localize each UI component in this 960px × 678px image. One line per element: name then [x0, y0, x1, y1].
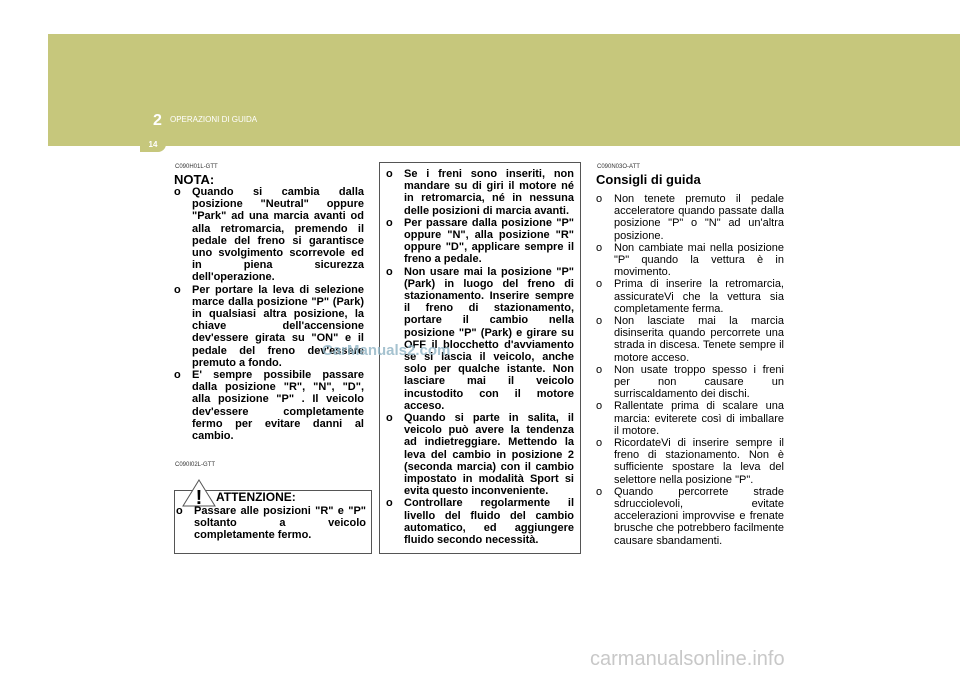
list-item: o Quando si parte in salita, il veicolo può avere la tendenza ad indietreggiare. Mettendo la leva del cambio in posizione 2 (seconda marcia) con il cambio impostato in modalità Sport si evita questo inconveniente.	[386, 412, 574, 498]
list-item: o Per portare la leva di selezione marce dalla posizione "P" (Park) in qualsiasi altra posizione, la chiave dell'accensione dev'essere girata su "ON" e il pedale del freno dev'essere premuto a fondo.	[174, 283, 364, 369]
chapter-number: 2	[153, 112, 162, 129]
watermark: CarManuals2.com	[322, 342, 451, 359]
svg-text:!: !	[195, 487, 203, 509]
warning-list	[176, 505, 366, 542]
chapter-title: OPERAZIONI DI GUIDA	[170, 115, 258, 124]
page-number: 14	[140, 138, 166, 152]
list-item: o Non usare mai la posizione "P" (Park) in luogo del freno di stazionamento. Inserire sempre il freno di stazionamento, portare il cambio nella posizione "P" (Park) e girare su OFF il blocchetto d'avviamento se si lascia il veicolo, anche solo per qualche istante. Non lasciare mai il veicolo incustodito con il motore acceso.	[386, 265, 574, 412]
section-title: Consigli di guida	[596, 172, 701, 187]
list-item: o Passare alle posizioni "R" e "P" soltanto a veicolo completamente fermo.	[176, 505, 366, 542]
list-item: o Non cambiate mai nella posizione "P" quando la vettura è in movimento.	[596, 241, 784, 279]
tips-list	[596, 193, 784, 547]
section-code: C090H01L-GTT	[175, 164, 218, 170]
list-item: o Non usate troppo spesso i freni per non causare un surriscaldamento dei dischi.	[596, 363, 784, 401]
list-item: o RicordateVi di inserire sempre il freno di stazionamento. Non è sufficiente spostare la leva del selettore nella posizione "P".	[596, 437, 784, 486]
list-item: o Quando percorrete strade sdrucciolevoli, evitate accelerazioni improvvise e frenate brusche che potrebbero facilmente causare sbandamenti.	[596, 485, 784, 547]
list-item: o Se i freni sono inseriti, non mandare su di giri il motore né in retromarcia, né in nessuna delle posizioni di marcia avanti.	[386, 168, 574, 217]
note-title: NOTA:	[174, 172, 215, 187]
warning-title: ATTENZIONE:	[216, 490, 296, 504]
header-band	[48, 34, 960, 146]
list-item: o Non tenete premuto il pedale acceleratore quando passate dalla posizione "P" o "N" ad un'altra posizione.	[596, 193, 784, 242]
list-item: o Quando si cambia dalla posizione "Neutral" oppure "Park" ad una marcia avanti od alla retromarcia, premendo il pedale del freno si garantisce uno svolgimento scorrevole ed in piena sicurezza dell'operazione.	[174, 186, 364, 284]
section-code: C090I02L-GTT	[175, 462, 216, 468]
footer-watermark: carmanualsonline.info	[590, 648, 785, 670]
list-item: o Controllare regolarmente il livello del fluido del cambio automatico, ed aggiungere fluido secondo necessità.	[386, 497, 574, 547]
list-item: o E' sempre possibile passare dalla posizione "R", "N", "D", alla posizione "P" . Il veicolo dev'essere completamente fermo per evitare danni al cambio.	[174, 369, 364, 443]
list-item: o Prima di inserire la retromarcia, assicurateVi che la vettura sia completamente ferma.	[596, 278, 784, 315]
section-code: C090N03O-ATT	[597, 164, 640, 170]
list-item: o Rallentate prima di scalare una marcia: eviterete così di imballare il motore.	[596, 400, 784, 437]
list-item: o Per passare dalla posizione "P" oppure "N", alla posizione "R" oppure "D", applicare sempre il freno a pedale.	[386, 216, 574, 266]
list-item: o Non lasciate mai la marcia disinserita quando percorrete una strada in discesa. Tenete sempre il motore acceso.	[596, 315, 784, 364]
note-list	[174, 186, 364, 442]
